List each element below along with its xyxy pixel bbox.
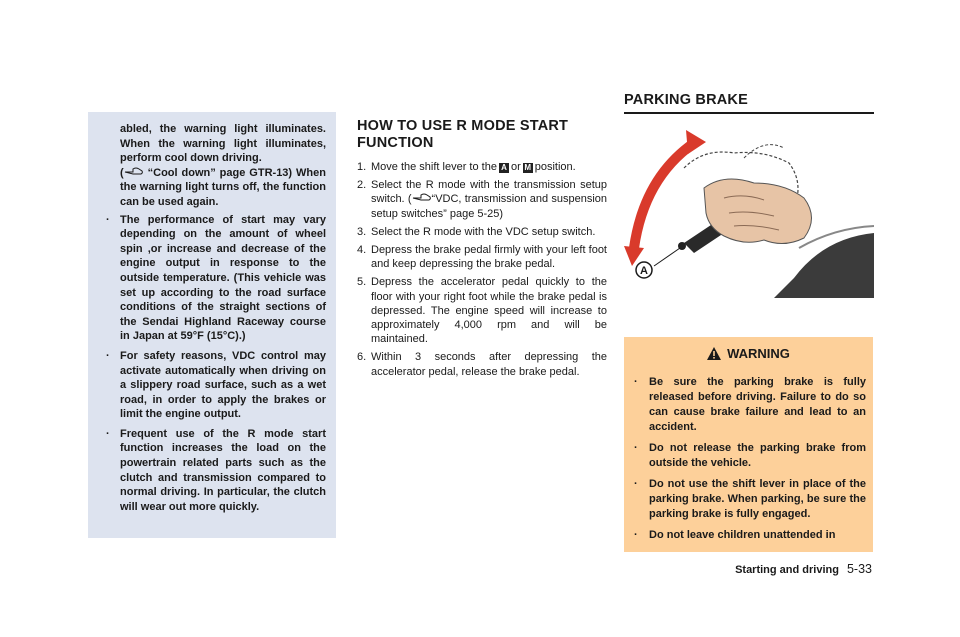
note-bullet-3: . Frequent use of the R mode start function increases the load on the powertrain related parts such as the clutch and transmission compared to normal driving. In particular, the clutch will wear out more quickly.: [120, 427, 326, 515]
warning-item: . Do not leave children unattended in: [634, 528, 866, 543]
note-reference-text: “Cool down” page GTR-13) When the warning light turns off, the function can be used again.: [120, 166, 326, 208]
step-item: 6. Within 3 seconds after depressing the accelerator pedal, release the brake pedal.: [357, 351, 607, 378]
reference-pointer-icon: [124, 166, 144, 177]
note-content: [106, 122, 326, 519]
steps-list: [357, 160, 607, 379]
page-footer: [735, 562, 872, 576]
warning-title: WARNING: [727, 346, 790, 361]
step-item: 4. Depress the brake pedal firmly with your left foot and keep depressing the brake pedal.: [357, 244, 607, 271]
parking-brake-heading: PARKING BRAKE: [624, 92, 874, 114]
warning-item: . Be sure the parking brake is fully released before driving. Failure to do so can cause brake failure and lead to an accident.: [634, 375, 866, 435]
page-number: 5-33: [846, 562, 872, 576]
note-paragraph: abled, the warning light illuminates. When the warning light illuminates, perform cool down driving. ( “Cool down” page GTR-13) When the warning light turns off, the function can be used again.: [120, 123, 326, 208]
step-item: 2. Select the R mode with the transmission setup switch. ( “VDC, transmission and suspension setup switches” page 5-25): [357, 179, 608, 220]
step-item: 3. Select the R mode with the VDC setup switch.: [357, 225, 596, 238]
parking-brake-illustration: [624, 128, 874, 298]
warning-header: [624, 346, 873, 361]
note-bullet-2: . For safety reasons, VDC control may activate automatically when driving on a slippery road surface, such as a wet road, in order to apply the brakes or limit the engine output.: [120, 349, 326, 422]
note-bullet-1: . The performance of start may vary depending on the amount of wheel spin ,or increase and decrease of the engine output in response to the outside temperature. (This vehicle was set up according to the road surface conditions of the straight sections of the Sendai Highland Raceway course in Japan at 59°F (15°C).): [120, 213, 326, 344]
step-item: 5. Depress the accelerator pedal quickly to the floor with your right foot while the brake pedal is depressed. The engine speed will increase to approximately 4,000 rpm and will be maintained.: [357, 276, 607, 346]
footer-section: Starting and driving: [735, 564, 839, 576]
position-m-icon: M: [524, 163, 532, 172]
note-text: abled, the warning light illuminates. When the warning light illuminates, perform cool down driving.: [120, 123, 326, 165]
note-panel: [88, 112, 336, 538]
warning-item: . Do not release the parking brake from outside the vehicle.: [634, 441, 866, 471]
position-a-icon: A: [499, 163, 509, 173]
step-item: 1. Move the shift lever to the A or M position.: [357, 161, 576, 173]
r-mode-section: [357, 118, 607, 383]
warning-list: [634, 375, 866, 549]
reference-pointer-icon: [412, 192, 432, 203]
section-heading: HOW TO USE R MODE START FUNCTION: [357, 118, 569, 151]
parking-brake-section: [624, 92, 874, 114]
callout-a-label: A: [640, 265, 648, 277]
warning-item: . Do not use the shift lever in place of the parking brake. When parking, be sure the parking brake is fully engaged.: [634, 477, 866, 522]
warning-triangle-icon: [707, 347, 721, 360]
warning-box: [624, 337, 873, 552]
